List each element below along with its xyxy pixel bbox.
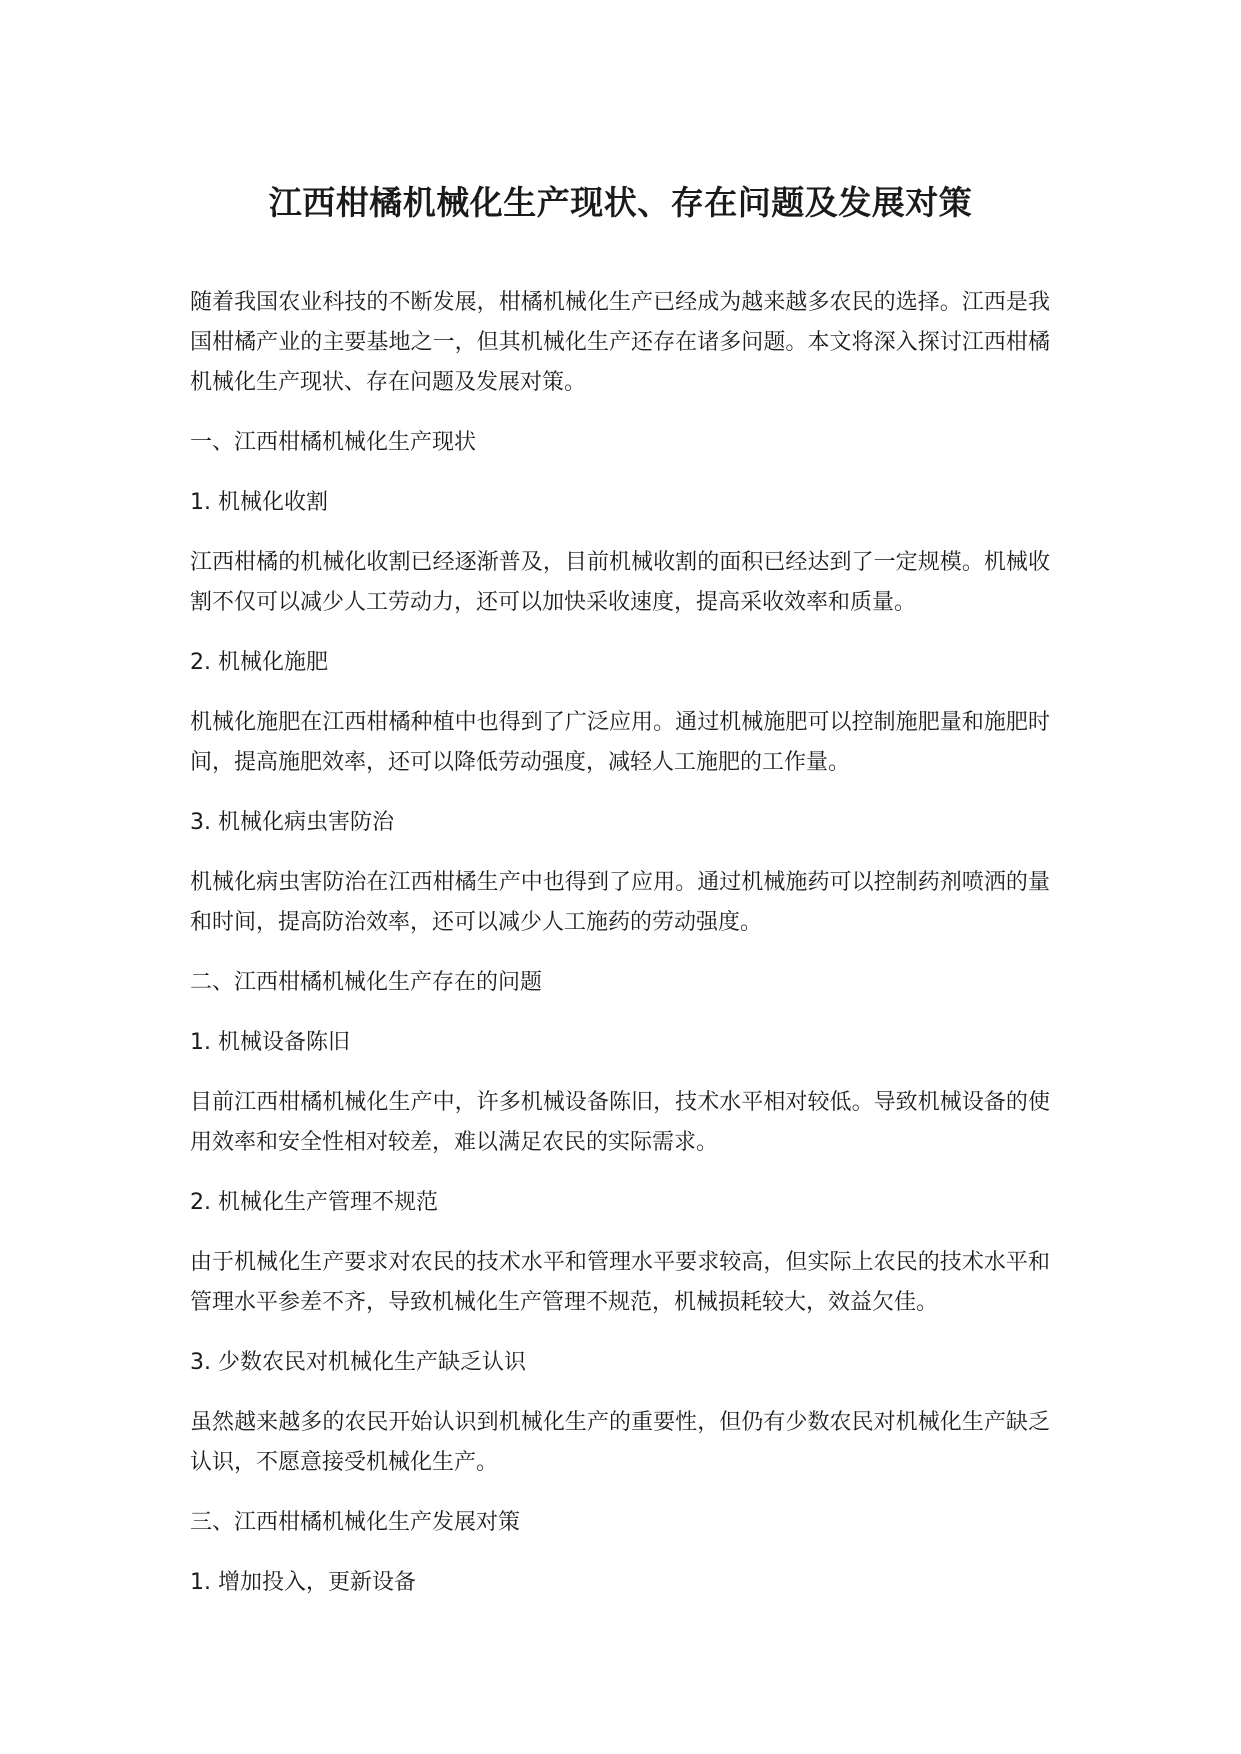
paragraph-2-2: 由于机械化生产要求对农民的技术水平和管理水平要求较高，但实际上农民的技术水平和管理水平参差不齐，导致机械化生产管理不规范，机械损耗较大，效益欠佳。 [190,1250,1050,1315]
subheading-2-1: 1. 机械设备陈旧 [190,1030,350,1055]
paragraph-1-2: 机械化施肥在江西柑橘种植中也得到了广泛应用。通过机械施肥可以控制施肥量和施肥时间，提高施肥效率，还可以降低劳动强度，减轻人工施肥的工作量。 [190,710,1050,775]
subheading-3-1: 1. 增加投入，更新设备 [190,1570,416,1595]
subheading-2-2: 2. 机械化生产管理不规范 [190,1190,438,1215]
document-body [190,283,1050,1623]
subheading-1-2: 2. 机械化施肥 [190,650,328,675]
paragraph-2-3: 虽然越来越多的农民开始认识到机械化生产的重要性，但仍有少数农民对机械化生产缺乏认识，不愿意接受机械化生产。 [190,1410,1050,1475]
subheading-2-3: 3. 少数农民对机械化生产缺乏认识 [190,1350,526,1375]
subheading-1-1: 1. 机械化收割 [190,490,328,515]
section-heading-3: 三、江西柑橘机械化生产发展对策 [190,1510,521,1535]
section-heading-1: 一、江西柑橘机械化生产现状 [190,430,477,455]
subheading-1-3: 3. 机械化病虫害防治 [190,810,394,835]
paragraph-2-1: 目前江西柑橘机械化生产中，许多机械设备陈旧，技术水平相对较低。导致机械设备的使用效率和安全性相对较差，难以满足农民的实际需求。 [190,1090,1050,1155]
section-heading-2: 二、江西柑橘机械化生产存在的问题 [190,970,543,995]
document-title: 江西柑橘机械化生产现状、存在问题及发展对策 [268,183,973,222]
paragraph-1-1: 江西柑橘的机械化收割已经逐渐普及，目前机械收割的面积已经达到了一定规模。机械收割不仅可以减少人工劳动力，还可以加快采收速度，提高采收效率和质量。 [190,550,1050,615]
paragraph-1-3: 机械化病虫害防治在江西柑橘生产中也得到了应用。通过机械施药可以控制药剂喷洒的量和时间，提高防治效率，还可以减少人工施药的劳动强度。 [190,870,1050,935]
intro-paragraph: 随着我国农业科技的不断发展，柑橘机械化生产已经成为越来越多农民的选择。江西是我国柑橘产业的主要基地之一，但其机械化生产还存在诸多问题。本文将深入探讨江西柑橘机械化生产现状、存在问题及发展对策。 [190,290,1050,395]
